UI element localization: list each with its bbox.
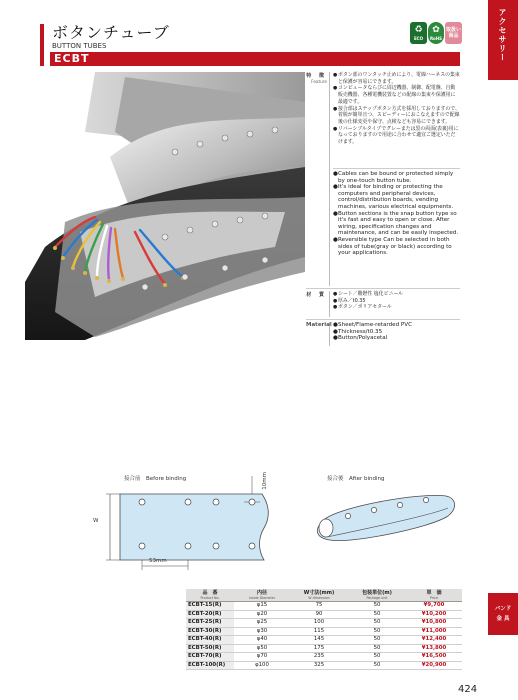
after-binding-caption: 接合後 After binding xyxy=(327,476,385,482)
table-row: ECBT-70(R) φ70 235 50 ¥16,500 xyxy=(186,653,462,662)
feature-en-row xyxy=(306,166,460,286)
category-tab-label: バンド xyxy=(494,606,512,612)
material-label: 材 質 xyxy=(306,291,330,317)
rohs-badge: ✿ RoHS xyxy=(428,22,444,44)
feature-label: 特 徴 Feature xyxy=(306,72,330,166)
table-row: ECBT-40(R) φ40 145 50 ¥12,400 xyxy=(186,636,462,645)
feature-en-item: ● Cables can be bound or protected simply by one-touch button tube. xyxy=(333,171,460,184)
button-hole xyxy=(185,543,191,549)
leaf-icon: ✿ xyxy=(432,25,440,35)
category-tab-label: 金 具 xyxy=(496,616,510,622)
material-en-item: ● Sheet/Flame-retarded PVC xyxy=(333,322,460,329)
material-jp-list xyxy=(330,291,460,317)
feature-en-list xyxy=(330,166,460,286)
feature-jp-list xyxy=(330,72,460,166)
eco-badge: ♻ ECO xyxy=(410,22,427,44)
before-binding-caption: 接合前 Before binding xyxy=(124,476,187,482)
button-hole xyxy=(249,499,255,505)
after-binding-drawing xyxy=(310,486,460,546)
material-en-item: ● Thickness/t0.35 xyxy=(333,329,460,336)
page-number: 424 xyxy=(458,684,478,695)
table-header-row xyxy=(186,589,462,602)
category-tab-bands[interactable] xyxy=(488,593,518,635)
tube-outline xyxy=(317,495,454,540)
table-row: ECBT-15(R) φ15 75 50 ¥9,700 xyxy=(186,602,462,611)
button-hole xyxy=(139,499,145,505)
button xyxy=(371,507,376,512)
feature-en-item: ● Reversible type Can be selected in both sides of tube(gray or black) according to your applications. xyxy=(333,237,460,257)
button xyxy=(423,497,428,502)
material-en-list xyxy=(330,322,460,346)
recycle-icon: ♻ xyxy=(414,25,423,35)
feature-jp-row xyxy=(306,72,460,166)
table-row: ECBT-100(R) φ100 325 50 ¥20,900 xyxy=(186,661,462,670)
feature-jp-item: ● 接合部はスナップボタン方式を採用しておりますので、着脱が簡単且つ、スピーディーにおこなえますので配線後の仕様変更や保守、点検なども容易にできます。 xyxy=(333,106,460,126)
feature-jp-item: ● ボタン部のワンタッチ止めにより、電線ハーネスの集束と保護が容易にできます。 xyxy=(333,72,460,85)
button xyxy=(397,502,402,507)
button-hole xyxy=(213,543,219,549)
col-header-product: 品 番 Product No. xyxy=(186,589,234,602)
category-tab-label: アクセサリー xyxy=(498,8,507,62)
col-header-w: W寸法(mm) W dimension xyxy=(290,589,348,602)
table-row: ECBT-50(R) φ50 175 50 ¥13,800 xyxy=(186,644,462,653)
feature-jp-item: ● コンピュータならびに周辺機器、制御、配電盤、自動販売機器、各種電機装置などの配線の集束や保護用に最適です。 xyxy=(333,85,460,105)
product-photo-illustration xyxy=(25,72,305,340)
edge-dimension-label: 10mm xyxy=(262,472,268,490)
feature-en-item: ● It's ideal for binding or protecting the computers and peripheral devices, control/distribution boards, vending machines, various electrical equipments. xyxy=(333,184,460,210)
material-jp-row xyxy=(306,291,460,317)
pitch-dimension-label: 53mm xyxy=(149,558,167,564)
divider xyxy=(306,319,460,320)
feature-en-item: ● Button sections is the snap button type so it's fast and easy to open or close. After wiring, specification changes and maintenance, and can be easily inspected. xyxy=(333,211,460,237)
divider xyxy=(306,288,460,289)
col-header-price: 単 価 Price xyxy=(406,589,462,602)
material-jp-item: ● 厚み／t0.35 xyxy=(333,298,460,305)
handling-badge: 取扱い 商品 xyxy=(445,22,462,44)
button xyxy=(345,513,350,518)
material-jp-item: ● ボタン／ポリアセタール xyxy=(333,304,460,311)
tube-opening xyxy=(319,519,333,537)
title-accent-bar xyxy=(40,24,44,66)
w-dimension-label: W xyxy=(93,518,99,524)
button-hole xyxy=(213,499,219,505)
model-band xyxy=(50,52,460,66)
page-title: ボタンチューブ xyxy=(52,23,170,42)
col-header-package: 包装単位(m) Package unit xyxy=(348,589,406,602)
divider xyxy=(333,168,460,169)
model-name: ECBT xyxy=(54,52,90,65)
button-hole xyxy=(249,543,255,549)
material-en-item: ● Button/Polyacetal xyxy=(333,335,460,342)
spec-section xyxy=(306,72,460,346)
button-hole xyxy=(139,543,145,549)
table-row: ECBT-20(R) φ20 90 50 ¥10,200 xyxy=(186,610,462,619)
table-row: ECBT-30(R) φ30 115 50 ¥11,000 xyxy=(186,627,462,636)
col-header-diameter: 内径 Inside Diameter xyxy=(234,589,290,602)
material-jp-item: ● シート／難燃性 塩化ビニール xyxy=(333,291,460,298)
page-subtitle: BUTTON TUBES xyxy=(52,42,107,50)
material-en-row: Material ● Sheet/Flame-retarded PVC ● Thickness/t0.35 ● Button/Polyacetal xyxy=(306,322,460,346)
feature-jp-item: ● リバーシブルタイプでグレーまたは黒の両面(表裏)用になっておりますので用途に合わせて適宜ご選定いただけます。 xyxy=(333,126,460,146)
before-binding-drawing xyxy=(84,466,284,574)
button-hole xyxy=(185,499,191,505)
table-row: ECBT-25(R) φ25 100 50 ¥10,800 xyxy=(186,619,462,628)
product-photo xyxy=(25,72,305,340)
category-tab-accessories[interactable] xyxy=(488,0,518,80)
price-table xyxy=(186,589,462,670)
